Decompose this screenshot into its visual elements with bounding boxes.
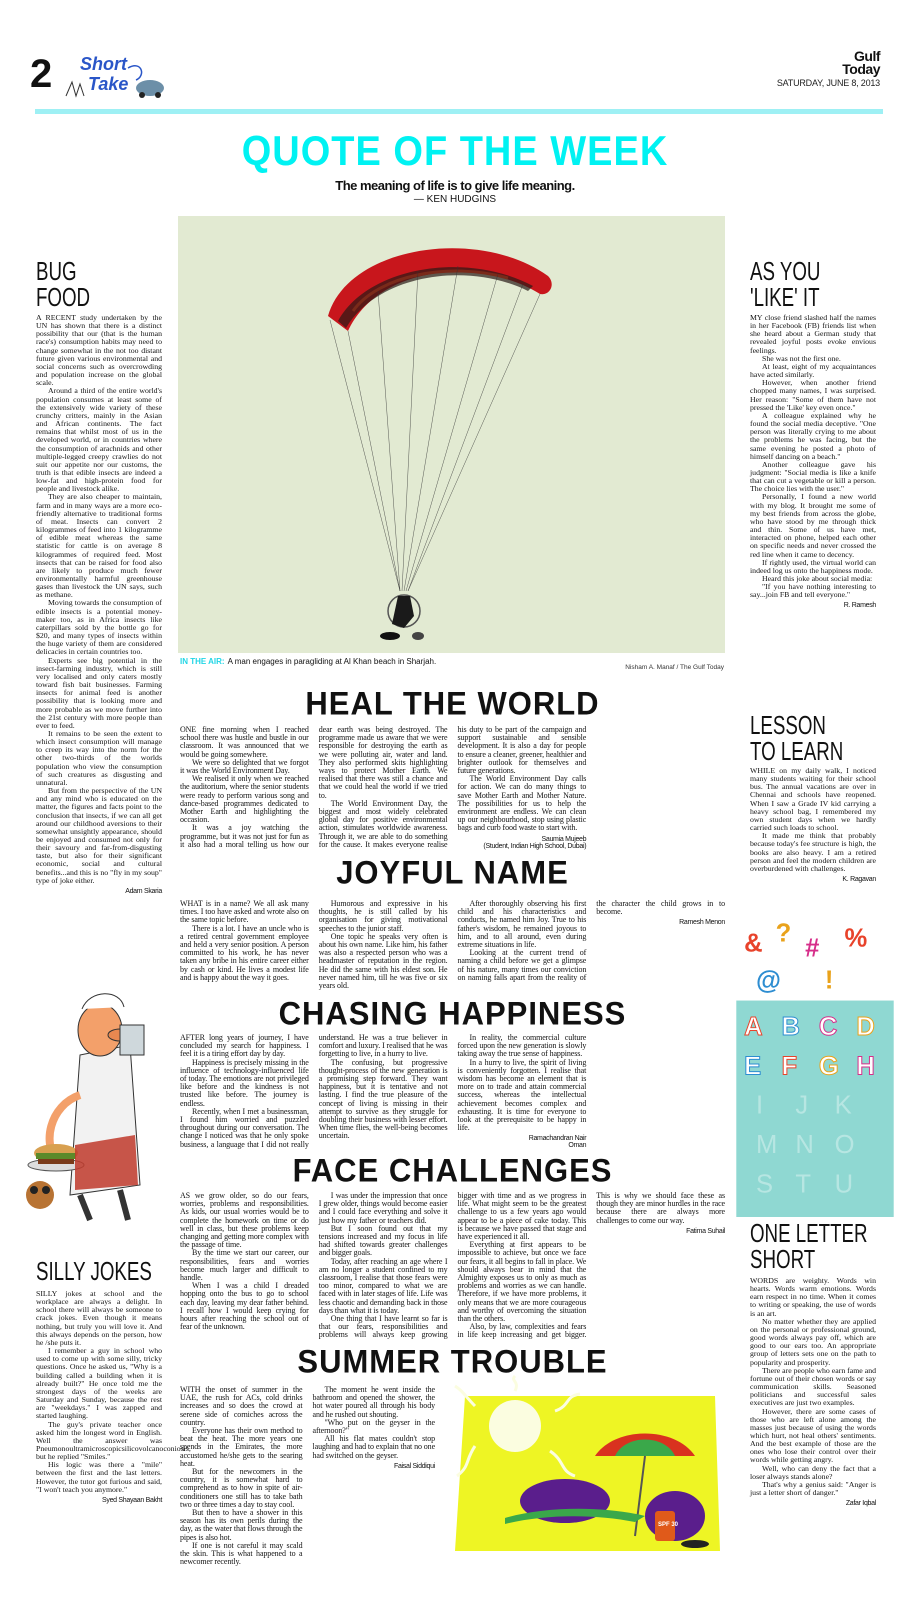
article-body (180, 1034, 586, 1150)
article-author: Saumia Mujeeb (541, 835, 587, 843)
paragraph: She was not the first one. (762, 353, 841, 363)
summer-trouble-article (180, 1386, 435, 1576)
heading-line: 'LIKE' IT (750, 282, 820, 312)
paragraph: Around a third of the entire world's population consumes at least some of the extensively wide variety of these crunchy critters, mainly in the Asian and African continents. The fact remains that whilst most of us in the developed world, or in countries where the consumption of arachnids and other multiple-legged creepy crawlies do not suit our appetite nor our customs, the truth is that edible insects are indeed a low-fat and high-protein food for people and livestock alike. (36, 386, 162, 494)
paragraph: At least, eight of my acquaintances have acted similarly. (750, 361, 876, 380)
heal-the-world-article (180, 726, 725, 850)
svg-text:K: K (834, 1091, 852, 1120)
paragraph: "If you have nothing interesting to say...join FB and tell everyone." (750, 582, 876, 600)
svg-text:N: N (795, 1131, 814, 1160)
article-body (180, 1192, 725, 1342)
svg-text:E: E (744, 1052, 762, 1081)
heading-line: ONE LETTER (750, 1218, 868, 1248)
summer-trouble-heading: SUMMER TROUBLE (297, 1343, 608, 1380)
paragraph: Looking at the current trend of naming a child before we get a glimpse of his nature, many times our conviction on naming falls apart from the reality of the character the child grows in to become. (457, 899, 725, 982)
paragraph: Also, by law, complexities and fears in life keep increasing and get bigger. This is why we should face these as though they are minor hurdles in the race because there are always more challenges to come our way. (457, 1191, 725, 1340)
heading-line: FOOD (36, 282, 91, 312)
article-body (180, 1386, 435, 1576)
paragraph: One topic he speaks very often is about his own name. Like him, his father was also a respected person who was a headmaster of reputation in the region. He did the same with his eldest son. He never named him, till he was five or six years old. (318, 931, 448, 991)
header-divider (35, 109, 883, 114)
article-author: Zafar Iqbal (845, 1500, 876, 1508)
paragraph: Another colleague gave his judgment: "Social media is like a knife that can cut a vegetable or kill a person. The choice lies with the user." (750, 459, 876, 494)
svg-text:&: & (744, 929, 763, 958)
paragraph: I was under the impression that once I grew older, things would become easier and I could face everything and solve it just how my father or teachers did. (318, 1191, 448, 1225)
svg-text:B: B (781, 1012, 801, 1041)
svg-text:#: # (805, 934, 820, 963)
paragraph: They are also cheaper to maintain, farm and in many ways are a more eco-friendly alternative to traditional forms of meat. Insects can convert 2 kilogrammes of feed into 1 kilogramme of edible meat whereas the same statistic for cattle is on average 8 kilogrammes of required feed. Most insects that can be raised for food also are likely to produce much fewer environmentally harmful greenhouse gases than livestock the UN says, such as methane. (36, 492, 162, 600)
heading-line: AS YOU (750, 256, 821, 286)
svg-text:G: G (818, 1052, 839, 1081)
summer-illustration (445, 1386, 725, 1554)
chasing-happiness-heading: CHASING HAPPINESS (278, 995, 627, 1032)
svg-text:C: C (818, 1012, 838, 1041)
paragraph: His logic was there a "mile" between the first and the last letters. However, the tutor got furious and said, "I won't teach you anymore." (36, 1460, 162, 1494)
paragraph: But I soon found out that my tensions increased and my focus in life had shifted towards greater challenges and bigger goals. (318, 1223, 448, 1258)
article-body (36, 314, 162, 885)
paragraph: Personally, I found a new world with my blog. It brought me some of my best friends from across the globe, who have stood by me through thick and thin. Some of us have met, interacted on phone, helped each other on specific needs and never crossed the red line when it came to decency. (750, 492, 876, 559)
paragraph: Today, after reaching an age where I am no longer a student confined to my classroom, I realise that those fears were too minor, compared to what we are faced with in later stages of life. Life was less chaotic and demanding back in those days than what it is today. (318, 1256, 448, 1315)
paper-name-line2: Today (842, 61, 880, 77)
paragraph: After thoroughly observing his first child and his characteristics and conducts, he named him Joy. True to his father's wisdom, he remained joyous to him, and to all around, even during extreme situations in life. (457, 899, 587, 950)
paragraph: Moving towards the consumption of edible insects is a potential money-maker too, as in Africa insects like caterpillars sold by the bottle go for $20, and many types of insects within the huge variety of them are considered delicacies in certain countries too. (36, 598, 162, 657)
lesson-to-learn-article (750, 767, 876, 907)
one-letter-short-article (750, 1277, 876, 1552)
paragraph: By the time we start our career, our responsibilities, fears and worries become much larger and difficult to handle. (180, 1248, 309, 1283)
paragraph: A RECENT study undertaken by the UN has shown that there is a distinct possibility that our (that is the human race's) consumption habits may need to change somewhat in the not too distant future given various environmental and social concerns such as overcrowding and population increase on the global scale. (36, 313, 162, 388)
article-body (36, 1289, 191, 1494)
svg-text:?: ? (775, 919, 792, 948)
author-location: Oman (568, 1142, 587, 1150)
quote-attribution: — KEN HUDGINS (413, 194, 497, 205)
article-author: Fatima Suhail (686, 1227, 725, 1235)
paragraph: Humorous and expressive in his thoughts, he is still called by his organisation for giving motivational speeches to the junior staff. (318, 899, 448, 933)
silly-jokes-article (36, 1289, 191, 1540)
gulf-today-logo (842, 50, 880, 76)
paragraph: WITH the onset of summer in the UAE, the rush for ACs, cold drinks increases and so does the crowd at serene side of corniches across the country. (180, 1385, 303, 1427)
paragraph: It remains to be seen the extent to which insect consumption will manage to creep its way into the norm for the other two-thirds of the worlds population who view the consumption of such creatures as disgusting and unnatural. (36, 728, 162, 787)
paper-name-line1: Gulf (854, 48, 880, 64)
svg-text:Take: Take (88, 74, 129, 94)
paragraph: But then to have a shower in this season has its own perils during the day, as the water that flows through the pipes is also hot. (180, 1508, 303, 1542)
alphabet-illustration (735, 912, 895, 1217)
issue-date: SATURDAY, JUNE 8, 2013 (776, 78, 880, 88)
article-author: Adam Skaria (125, 887, 162, 895)
paragraph: The guy's private teacher once asked him the longest word in English. Well the answer was Pneumonoultramicroscopicsilicovolcanoconiosis, but he replied "Smiles." (36, 1419, 191, 1462)
article-body (180, 726, 586, 850)
heal-the-world-heading: HEAL THE WORLD (305, 685, 600, 722)
paragraph: However, when another friend chopped many names, I was surprised. Her reason: "Some of them have not pressed the 'Like' key even once." (750, 378, 876, 412)
paragraph: In reality, the commercial culture forced upon the new generation is slowly taking away the true sense of happiness. (457, 1033, 587, 1059)
paragraph: "Who put on the geyser in the afternoon?" (312, 1417, 435, 1436)
svg-text:D: D (856, 1012, 875, 1041)
paragraph: MY close friend slashed half the names in her Facebook (FB) friends list when she heard about a German study that revealed joyful posts evoke envious feelings. (750, 313, 876, 355)
paragraph: It was a joy watching the programme, but it was not just for fun as it also had a moral telling us how our dear earth was being destroyed. The programme made us aware that we were responsible for destroying the earth as we were polluting air, water and land. They also performed skits highlighting ways to protect Mother Earth. We realised that there was still a chance and that we could heal the world if we tried to. (180, 725, 448, 849)
bug-food-heading (36, 258, 90, 310)
paragraph: But from the perspective of the UN and any mind who is educated on the matter, the figures and facts point to the conclusion that insects, if we can all get around our childhood aversions to their somewhat unsightly appearance, should be enjoyed and consumed not only for their savoury and far-from-disgusting taste, but also for their significant economic, social and cultural benefits...and this is no "fly in my soup" type of joke either. (36, 786, 162, 885)
short-take-logo (62, 50, 182, 100)
article-author: R. Ramesh (843, 602, 876, 610)
paragraph: Heard this joke about social media: (762, 574, 873, 583)
paragraph: Everyone has their own method to beat the heat. The more years one spends in the Emirates, the more accustomed he/she gets to the searing heat. (180, 1426, 303, 1468)
paragraph: There is a lot. I have an uncle who is a retired central government employee and held a very senior position. A person committed to his work, he has never taken any bribe in his entire career either by cash or kind. He lives a modest life and is happy about the way it goes. (180, 923, 309, 982)
sunscreen-label: SPF 30 (658, 1522, 679, 1528)
paragraph: I remember a guy in school who used to come up with some silly, tricky questions. Once he asked us, "Why is a building called a building when it is already built?" He once told me the strongest days of the weeks are Saturday and Sunday, because the rest are "weekdays." I was zapped and started laughing. (36, 1346, 162, 1421)
one-letter-short-heading (750, 1220, 868, 1272)
svg-text:T: T (795, 1170, 811, 1199)
svg-text:H: H (856, 1052, 875, 1081)
paragraph: SILLY jokes at school and the workplace are always a delight. In school there will always be someone to crack jokes. Even though it means nothing, but truly you will love it. And this always depends on the person, how he /she puts it. (36, 1289, 162, 1347)
paragraph: We were so delighted that we forgot it was the World Environment Day. (180, 757, 309, 776)
svg-text:F: F (781, 1052, 798, 1081)
paragraph: We realised it only when we reached the auditorium, where the senior students were ready to perform various song and dance-based programmes dedicated to Mother Earth and highlighting the occasion. (180, 774, 309, 825)
paragraph: One thing that I have learnt so far is that our fears, responsibilities and problems will always keep growing bigger with time and as we progress in life. What might seem to be the greatest challenge to us a few years ago would appear to be a piece of cake today. This is because we have passed that stage and have experienced it all. (318, 1191, 587, 1340)
paragraph: AFTER long years of journey, I have concluded my search for happiness. I feel it is a tiring effort day by day. (180, 1033, 309, 1059)
article-author: Syed Shayaan Bakht (102, 1496, 162, 1504)
heading-line: SHORT (750, 1244, 816, 1274)
svg-text:I: I (755, 1091, 764, 1120)
paragraph: Experts see big potential in the insect-farming industry, which is still very localised and only caters mostly toward fish bait businesses. Farming insects for animal feed is another possibility that is looking more and more probable as we move further into the 21st century with more people than ever to feed. (36, 655, 162, 730)
bug-food-article (36, 314, 162, 959)
paragraph: All his flat mates couldn't stop laughing and had to explain that no one had switched on the geyser. (312, 1434, 436, 1460)
paragraph: In a hurry to live, the spirit of living is conveniently forgotten. I realise that wisdom has become an element that is more on to trade and attain commercial success, whereas the intellectual achievement becomes complex and exhausting. It is time for everyone to look at the prerequisite to be happy in life. (457, 1057, 587, 1133)
paragraph: ONE fine morning when I reached school there was hustle and bustle in our classroom. It was announced that we would be going somewhere. (180, 725, 309, 759)
paragraph: That's why a genius said: "Anger is just a letter short of danger." (750, 1479, 876, 1498)
article-body (180, 900, 725, 994)
paragraph: WHAT is in a name? We all ask many times. I too have asked and wrote also on the same topic before. (180, 899, 309, 925)
paragraph: There are people who earn fame and fortune out of their chosen words or say communication skills. Seasoned politicians and successful sales executives are just two examples. (750, 1365, 876, 1408)
joyful-name-article (180, 900, 725, 994)
paragraph: Recently, when I met a businessman, I found him worried and puzzled throughout during our conversation. The change I noticed was that he only spoke business, a language that I did not really understand. He was a true believer in comfort and luxury. I realised that he was forgetting to live, in a hurry to live. (180, 1033, 448, 1149)
paragraph: But for the newcomers in the country, it is somewhat hard to comprehend as to how in spite of air-conditioners one still has to take bath two or three times a day to stay cool. (180, 1467, 303, 1509)
svg-text:M: M (755, 1131, 778, 1160)
paragraph: The World Environment Day calls for action. We can do many things to save Mother Earth and Mother Nature. The possibilities for us to help the environment are endless. We can clean up our neighbourhood, stop using plastic bags and curb food waste to start with. (457, 774, 587, 833)
photo-caption (180, 657, 436, 666)
article-author: Ramesh Menon (679, 919, 725, 927)
paragraph: If rightly used, the virtual world can indeed log us onto the happiness mode. (750, 557, 876, 575)
paragraph: The confusing, but progressive thought-process of the new generation is a promising step forward. They want happiness, but it is tentative and not lasting. I find the true pleasure of the concept of living is missing in their attempt to survive as they struggle for doubling their business with lesser effort. When time flies, the well-being becomes uncertain. (318, 1057, 448, 1141)
face-challenges-article (180, 1192, 725, 1342)
quote-text: The meaning of life is to give life meaning. (335, 178, 575, 193)
paragraph: When I was a child I dreaded hopping onto the bus to go to school each day, leaving my dear father behind. I recall how I would keep crying for hours after reaching the school out of fear of the unknown. (180, 1281, 309, 1332)
paragraph: No matter whether they are applied on the personal or professional ground, good words always pay off, which are good to our ears too. An appropriate group of letters sets one on the path to popularity and prosperity. (750, 1316, 876, 1367)
paragraph: It made me think that probably because today's fee structure is high, the books are also heavy. I am a retired person and feel the modern children are overburdened with challenges. (750, 831, 876, 873)
paragraph: Happiness is precisely missing in the influence of technology-influenced life of today. The emotions are not privileged like before and the kindness is not trusted like before. The journey is endless. (180, 1057, 309, 1108)
caption-text: A man engages in paragliding at Al Khan beach in Sharjah. (227, 657, 437, 666)
paragliding-photo (178, 216, 725, 653)
svg-text:Short: Short (80, 54, 127, 74)
paragraph: Everything at first appears to be impossible to achieve, but once we face our fears, it all begins to fall in place. We should always bear in mind that the Almighty exposes us to only as much as problems and worries as we can handle. Therefore, if we have more problems, it only means that we are more courageous and worthy of overcoming the situation than the others. (457, 1240, 587, 1324)
article-body (750, 767, 876, 873)
paragraph: Well, who can deny the fact that a loser always stands alone? (750, 1463, 876, 1481)
heading-line: BUG (36, 256, 77, 286)
chef-cartoon-illustration (20, 985, 170, 1225)
paragraph: WORDS are weighty. Words win hearts. Words warm emotions. Words earn respect in no time. When it comes to writing or speaking, the use of words is an art. (750, 1276, 876, 1318)
page-number: 2 (30, 52, 53, 96)
svg-text:A: A (744, 1012, 763, 1041)
face-challenges-heading: FACE CHALLENGES (292, 1152, 613, 1189)
paragraph: WHILE on my daily walk, I noticed many students waiting for their school bus. The annual vacations are over in Chennai and schools have reopened. When I saw a Grade IV kid carrying a heavy school bag, I remembered my own student days when we hardly carried such loads to school. (750, 766, 876, 833)
chasing-happiness-article (180, 1034, 725, 1150)
paragraph: A colleague explained why he found the social media deceptive. "One person was literally crying to me about the problems he was facing, but the same evening he posted a photo of himself dancing on a beach." (750, 410, 876, 461)
article-author: K. Ragavan (842, 876, 876, 884)
paragraph: If one is not careful it may scald the skin. This is what happened to a newcomer recently. (180, 1540, 303, 1567)
author-affiliation: (Student, Indian High School, Dubai) (483, 842, 587, 850)
paragraph: However, there are some cases of those who are left alone among the masses just because of using the words which hurt, not heal others' sentiments. And the best example of those are the ones who lose their control over their words while getting angry. (750, 1406, 876, 1465)
svg-text:%: % (844, 924, 868, 953)
lesson-to-learn-heading (750, 712, 843, 764)
article-body (750, 1277, 876, 1497)
paragraph: AS we grow older, so do our fears, worries, problems and responsibilities. As kids, our usual worries would be to complete the homework on time or do well in class, but these problems keep changing and getting more complex with the passage of time. (180, 1191, 309, 1250)
svg-text:U: U (834, 1170, 854, 1199)
quote-of-week-heading: QUOTE OF THE WEEK (241, 128, 669, 176)
joyful-name-heading: JOYFUL NAME (336, 854, 569, 891)
photo-credit: Nisham A. Manaf / The Gulf Today (625, 664, 724, 671)
svg-text:!: ! (824, 966, 834, 995)
caption-label: IN THE AIR: (180, 657, 225, 666)
as-you-like-it-article (750, 314, 876, 699)
svg-text:@: @ (755, 966, 781, 995)
paragraph: The World Environment Day, the biggest and most widely celebrated global day for positive environmental action, stimulates worldwide awareness. Through it, we are able to do something for the cause. It makes everyone realise his duty to be part of the campaign and support sustainable and sensible development. It is also a day for people to ensure a cleaner, greener, healthier and brighter outlook for themselves and future generations. (318, 725, 587, 849)
svg-text:J: J (795, 1091, 809, 1120)
article-body (750, 314, 876, 599)
paragraph: The moment he went inside the bathroom and opened the shower, the hot water poured all through his body and he rushed out shouting. (312, 1385, 435, 1419)
article-author: Ramachandran Nair (528, 1135, 587, 1143)
svg-text:O: O (834, 1131, 855, 1160)
as-you-like-it-heading (750, 258, 820, 310)
silly-jokes-heading: SILLY JOKES (36, 1256, 152, 1286)
svg-text:S: S (755, 1170, 774, 1199)
article-author: Faisal Siddiqui (393, 1462, 435, 1470)
heading-line: LESSON (750, 710, 826, 740)
heading-line: TO LEARN (750, 736, 844, 766)
